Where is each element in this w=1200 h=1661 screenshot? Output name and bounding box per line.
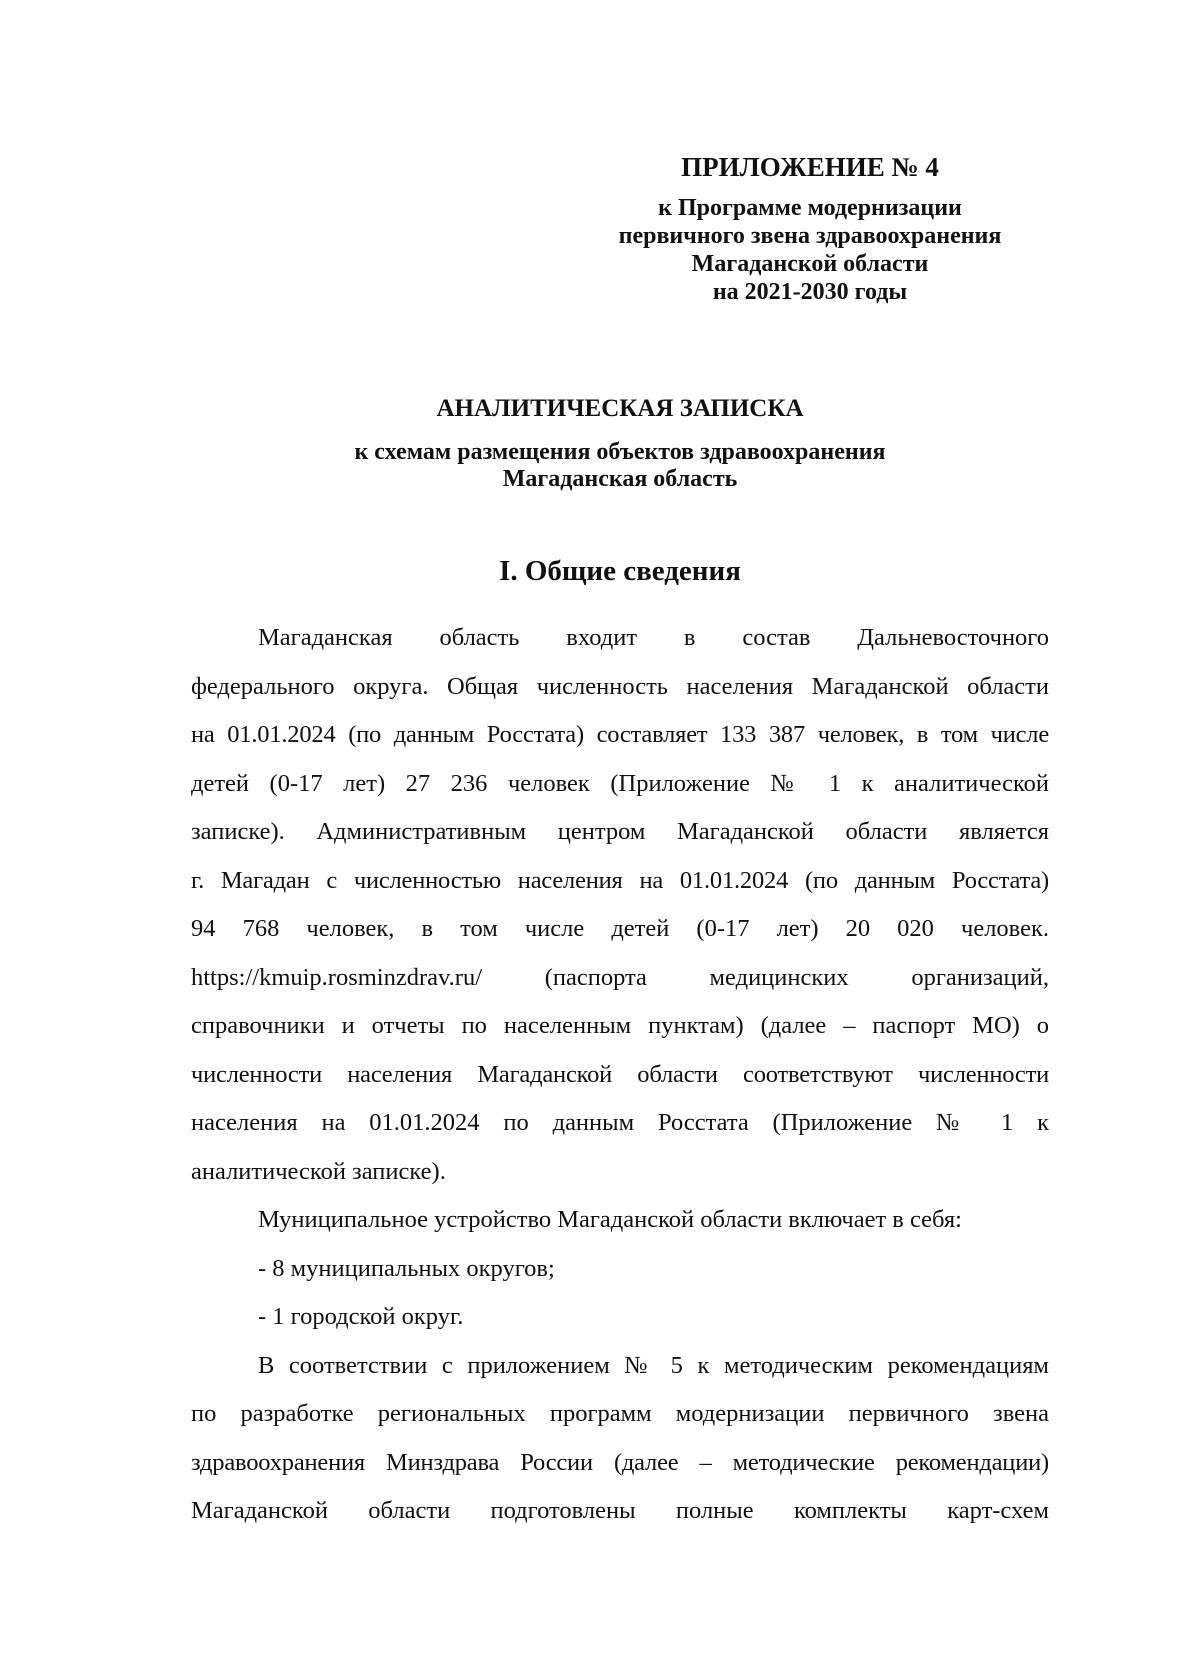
text-line: населения на 01.01.2024 по данным Росстата (Приложение № 1 к	[191, 1109, 1049, 1136]
text-line: федерального округа. Общая численность населения Магаданской области	[191, 672, 1049, 700]
title-sub-line: к схемам размещения объектов здравоохранения	[354, 439, 886, 465]
document-body	[191, 614, 1049, 1536]
paragraph-1	[191, 614, 1049, 1196]
text-line: здравоохранения Минздрава России (далее – методические рекомендации)	[191, 1448, 1049, 1476]
list-item: - 1 городской округ.	[258, 1303, 464, 1330]
text-line: г. Магадан с численностью населения на 01.01.2024 (по данным Росстата)	[191, 866, 1049, 894]
text-line: В соответствии с приложением № 5 к методическим рекомендациям	[258, 1351, 1049, 1379]
text-line: записке). Административным центром Магаданской области является	[191, 818, 1049, 845]
text-line: 94 768 человек, в том числе детей (0-17 лет) 20 020 человек.	[191, 915, 1049, 942]
paragraph-3	[191, 1342, 1049, 1536]
text-line: детей (0-17 лет) 27 236 человек (Приложение № 1 к аналитической	[191, 769, 1049, 797]
text-line: аналитической записке).	[191, 1157, 446, 1185]
list-item: - 8 муниципальных округов;	[258, 1254, 555, 1282]
paragraph-2: Муниципальное устройство Магаданской области включает в себя:	[258, 1206, 962, 1233]
text-line: Магаданская область входит в состав Дальневосточного	[258, 624, 1049, 651]
text-line: по разработке региональных программ модернизации первичного звена	[191, 1400, 1049, 1427]
appendix-number: ПРИЛОЖЕНИЕ № 4	[681, 152, 939, 182]
document-title	[190, 393, 1050, 493]
appendix-line: на 2021-2030 годы	[712, 279, 908, 305]
text-line: справочники и отчеты по населенным пунктам) (далее – паспорт МО) о	[191, 1012, 1049, 1039]
section-heading: I. Общие сведения	[499, 555, 741, 587]
text-line: Магаданской области подготовлены полные комплекты карт-схем	[191, 1497, 1049, 1524]
appendix-line: к Программе модернизации	[658, 195, 962, 221]
appendix-line: первичного звена здравоохранения	[618, 223, 1002, 249]
title-sub-line: Магаданская область	[502, 466, 738, 492]
text-line: на 01.01.2024 (по данным Росстата) составляет 133 387 человек, в том числе	[191, 721, 1049, 748]
appendix-header	[590, 150, 1030, 306]
title-main: АНАЛИТИЧЕСКАЯ ЗАПИСКА	[436, 395, 804, 422]
text-line: численности населения Магаданской области соответствуют численности	[191, 1060, 1049, 1088]
appendix-line: Магаданской области	[691, 251, 929, 277]
text-line: https://kmuip.rosminzdrav.ru/ (паспорта медицинских организаций,	[191, 963, 1049, 991]
